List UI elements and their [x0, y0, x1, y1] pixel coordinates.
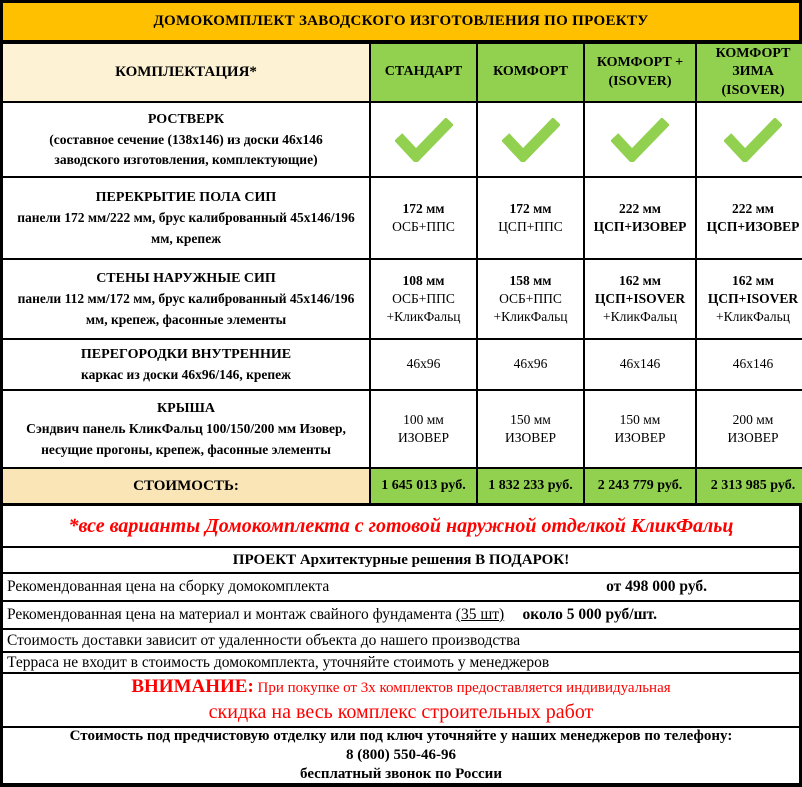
roof-cell-komfort-plus: 150 мм ИЗОВЕР	[585, 391, 695, 467]
sheet-title: ДОМОКОМПЛЕКТ ЗАВОДСКОГО ИЗГОТОВЛЕНИЯ ПО ПРОЕКТУ	[3, 3, 799, 40]
roof-cell-komfort: 150 мм ИЗОВЕР	[478, 391, 583, 467]
foundation-price-row	[3, 600, 799, 628]
delivery-note: Стоимость доставки зависит от удаленности объекта до нашего производства	[3, 628, 799, 651]
roof-cell-komfort-zima: 200 мм ИЗОВЕР	[697, 391, 802, 467]
assembly-text: Рекомендованная цена на сборку домокомплекта	[7, 578, 330, 595]
checkmark-icon	[611, 118, 669, 162]
foundation-text: Рекомендованная цена на материал и монтаж свайного фундамента (35 шт)	[7, 606, 505, 623]
column-header-standart: СТАНДАРТ	[371, 44, 476, 101]
walls-cell-komfort-zima: 162 мм ЦСП+ISOVER +КликФальц	[697, 260, 802, 338]
attention-block	[3, 672, 799, 726]
column-header-komfort: КОМФОРТ	[478, 44, 583, 101]
contact-line3: бесплатный звонок по России	[300, 765, 502, 782]
floor-cell-komfort-zima: 222 мм ЦСП+ИЗОВЕР	[697, 178, 802, 258]
floor-cell-standart: 172 мм ОСБ+ППС	[371, 178, 476, 258]
checkmark-icon	[502, 118, 560, 162]
price-row-label: СТОИМОСТЬ:	[3, 469, 369, 503]
rostverk-cell-komfort	[478, 103, 583, 176]
row-label-partitions: ПЕРЕГОРОДКИ ВНУТРЕННИЕ каркас из доски 46х96/146, крепеж	[3, 340, 369, 389]
attention-line1: ВНИМАНИЕ: При покупке от 3х комплектов предоставляется индивидуальная	[131, 676, 671, 697]
contact-line1: Стоимость под предчистовую отделку или под ключ уточняйте у наших менеджеров по телефону:	[69, 728, 733, 745]
rostverk-cell-komfort-plus	[585, 103, 695, 176]
attention-line2: скидка на весь комплекс строительных работ	[208, 701, 594, 723]
row-label-roof: КРЫША Сэндвич панель КликФальц 100/150/200 мм Изовер, несущие прогоны, крепеж, фасонные элементы	[3, 391, 369, 467]
foundation-price: около 5 000 руб/шт.	[522, 606, 657, 623]
corner-header: КОМПЛЕКТАЦИЯ*	[3, 44, 369, 101]
floor-cell-komfort: 172 мм ЦСП+ППС	[478, 178, 583, 258]
assembly-price-row	[3, 572, 799, 600]
gift-line: ПРОЕКТ Архитектурные решения В ПОДАРОК!	[3, 546, 799, 572]
floor-cell-komfort-plus: 222 мм ЦСП+ИЗОВЕР	[585, 178, 695, 258]
roof-cell-standart: 100 мм ИЗОВЕР	[371, 391, 476, 467]
price-komfort-zima: 2 313 985 руб.	[697, 469, 802, 503]
checkmark-icon	[395, 118, 453, 162]
footnote-kликfalc: *все варианты Домокомплекта с готовой наружной отделкой КликФальц	[3, 503, 799, 546]
row-label-rostverk: РОСТВЕРК (составное сечение (138х146) из доски 46х146 заводского изготовления, комплектующие)	[3, 103, 369, 176]
row-label-walls: СТЕНЫ НАРУЖНЫЕ СИП панели 112 мм/172 мм, брус калиброванный 45х146/196 мм, крепеж, фасонные элементы	[3, 260, 369, 338]
attention-label: ВНИМАНИЕ:	[131, 676, 254, 697]
contact-block	[3, 726, 799, 783]
piles-count: (35 шт)	[455, 606, 505, 623]
assembly-price: от 498 000 руб.	[606, 578, 707, 595]
walls-cell-komfort: 158 мм ОСБ+ППС +КликФальц	[478, 260, 583, 338]
price-komfort: 1 832 233 руб.	[478, 469, 583, 503]
column-header-komfort-plus: КОМФОРТ + (ISOVER)	[585, 44, 695, 101]
price-standart: 1 645 013 руб.	[371, 469, 476, 503]
walls-cell-komfort-plus: 162 мм ЦСП+ISOVER +КликФальц	[585, 260, 695, 338]
partitions-cell-standart: 46х96	[371, 340, 476, 389]
partitions-cell-komfort-plus: 46х146	[585, 340, 695, 389]
rostverk-cell-standart	[371, 103, 476, 176]
price-komfort-plus: 2 243 779 руб.	[585, 469, 695, 503]
checkmark-icon	[724, 118, 782, 162]
column-header-komfort-zima: КОМФОРТ ЗИМА (ISOVER)	[697, 44, 802, 101]
packages-table	[3, 44, 799, 503]
walls-cell-standart: 108 мм ОСБ+ППС +КликФальц	[371, 260, 476, 338]
rostverk-cell-komfort-zima	[697, 103, 802, 176]
terrace-note: Терраса не входит в стоимость домокомплекта, уточняйте стоимоть у менеджеров	[3, 651, 799, 672]
row-label-floor: ПЕРЕКРЫТИЕ ПОЛА СИП панели 172 мм/222 мм, брус калиброванный 45х146/196 мм, крепеж	[3, 178, 369, 258]
partitions-cell-komfort-zima: 46х146	[697, 340, 802, 389]
phone-number: 8 (800) 550-46-96	[346, 747, 456, 764]
partitions-cell-komfort: 46х96	[478, 340, 583, 389]
